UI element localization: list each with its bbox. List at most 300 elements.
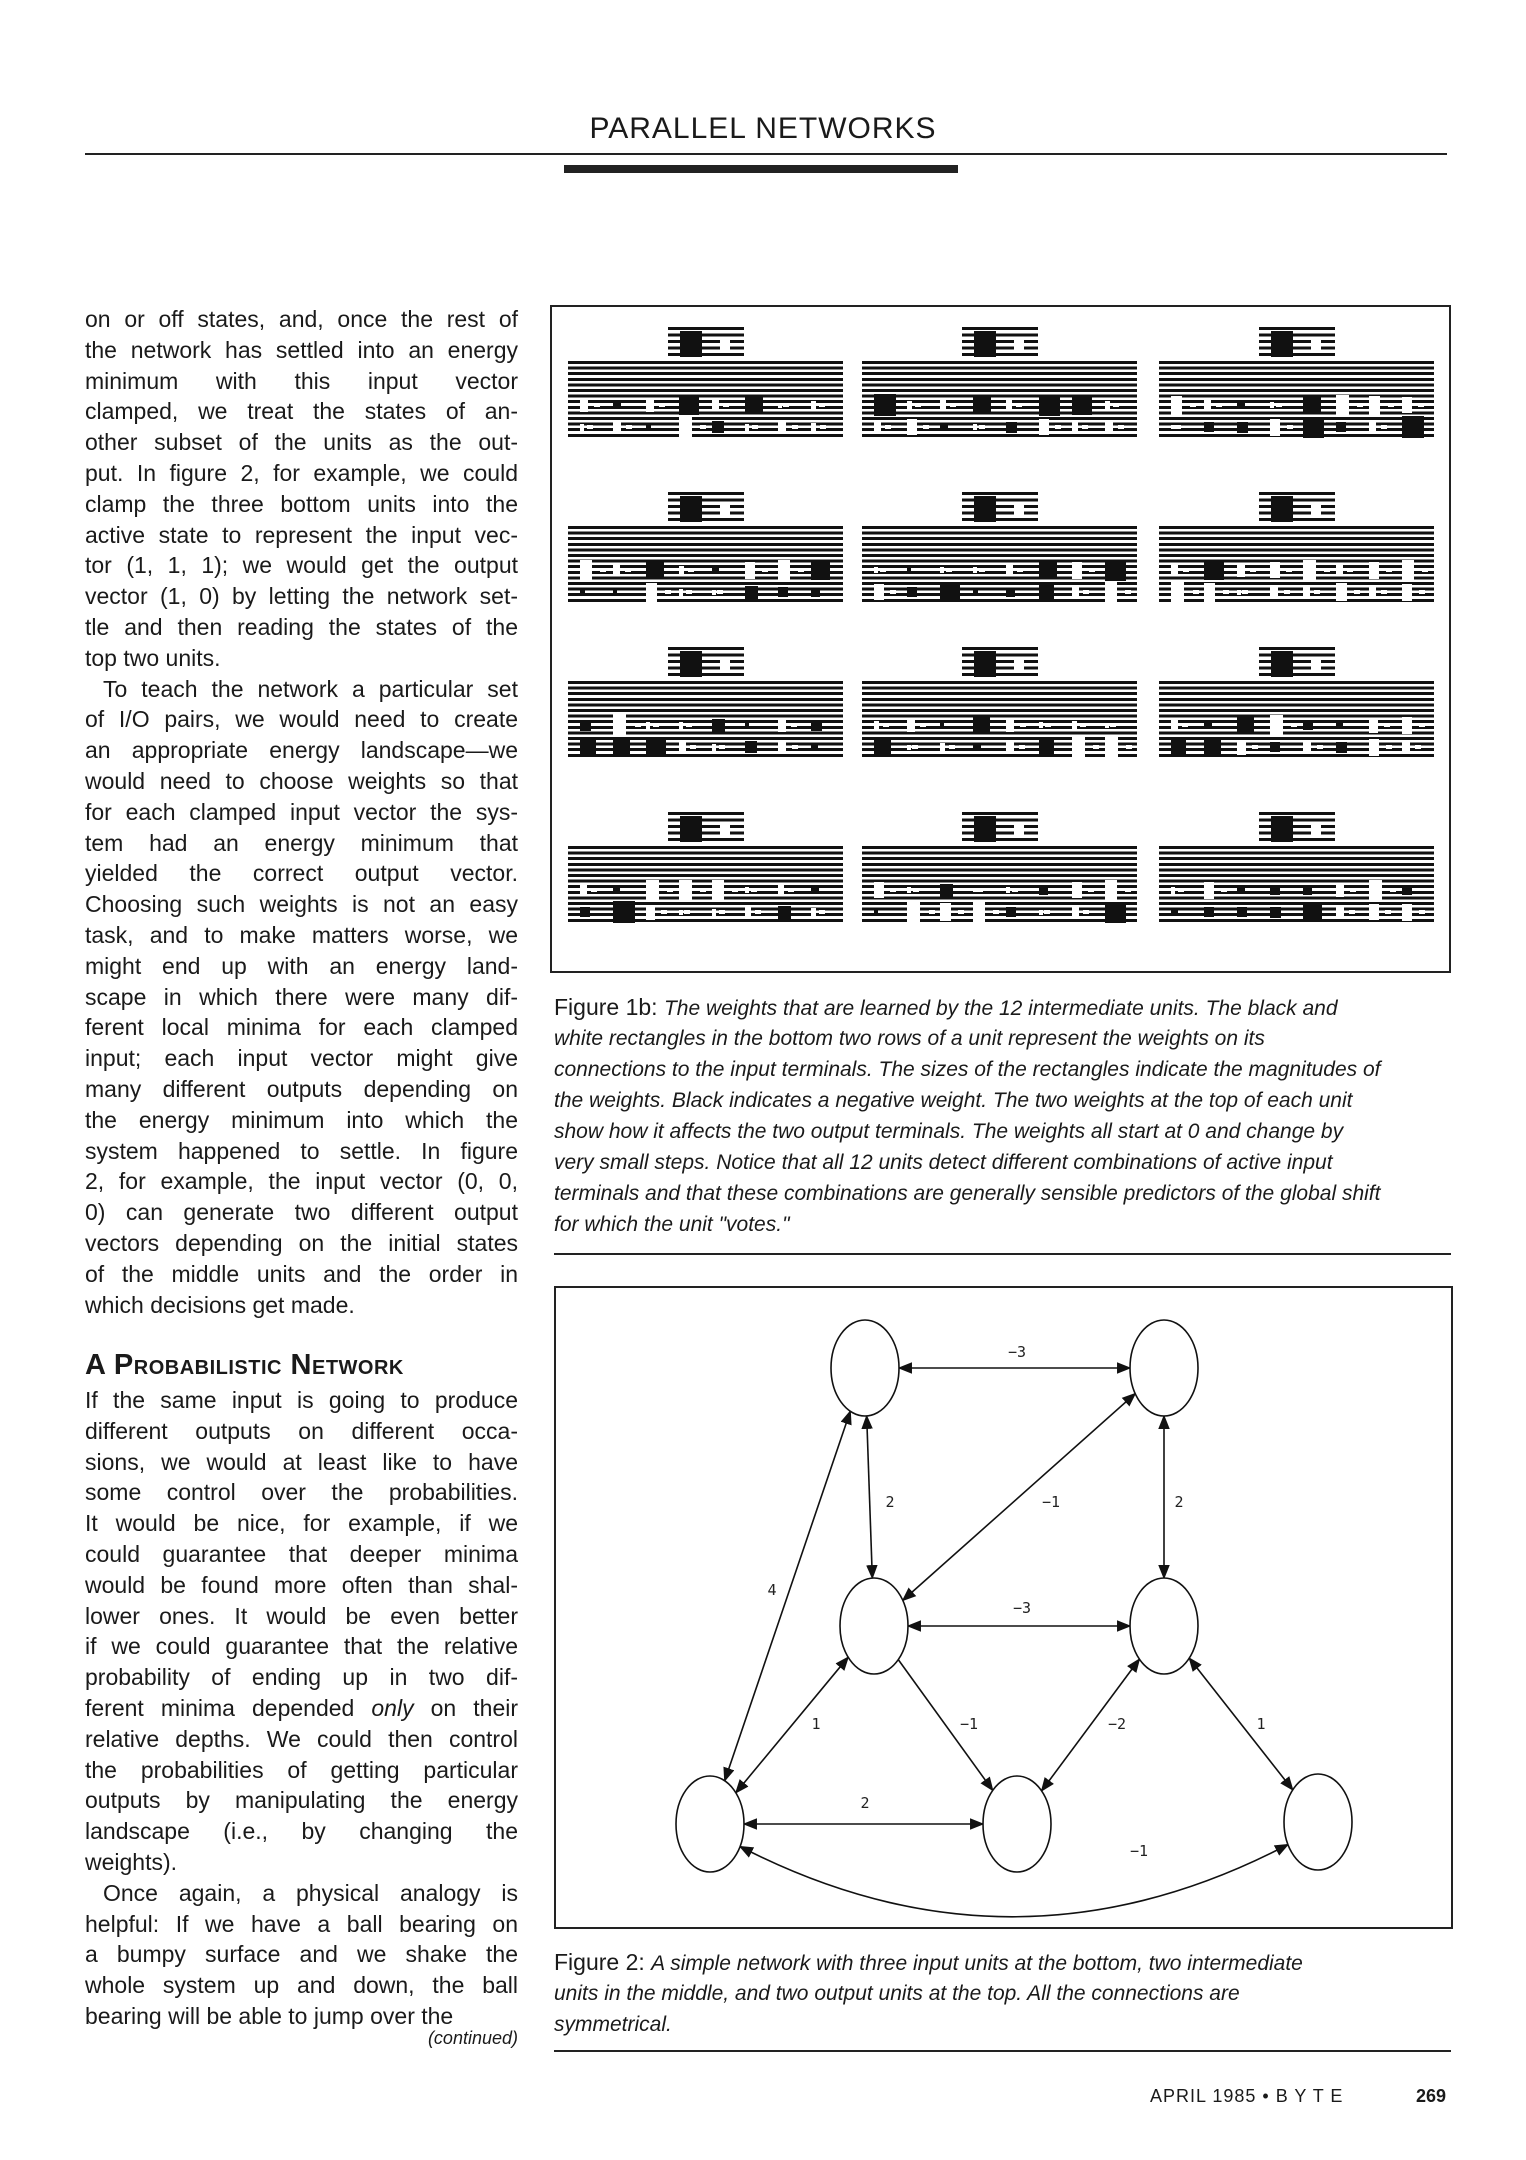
text-line: Once again, a physical analogy is xyxy=(103,1879,518,1906)
weight-gap xyxy=(977,888,983,892)
text-line: which decisions get made. xyxy=(85,1291,355,1318)
text-line: clamped, we treat the states of an- xyxy=(85,398,518,425)
text-line: on or off states, and, once the rest of xyxy=(85,306,518,332)
weight-rect xyxy=(940,582,960,602)
running-head: PARALLEL NETWORKS xyxy=(589,112,937,145)
weight-rect xyxy=(1271,331,1293,357)
weight-rect xyxy=(1303,396,1321,414)
weight-rect xyxy=(1039,395,1060,416)
weight-rect xyxy=(680,331,702,357)
weight-rect xyxy=(1271,816,1293,842)
weight-rect xyxy=(1237,401,1245,409)
weight-rect xyxy=(1072,721,1077,729)
caption-line xyxy=(554,992,1439,1023)
weight-gap xyxy=(751,888,757,892)
weight-gap xyxy=(1113,403,1119,407)
weight-rect xyxy=(613,401,621,409)
input-weights xyxy=(568,681,843,759)
weight-rect xyxy=(1014,822,1024,836)
weight-gap xyxy=(1381,425,1387,429)
weight-rect xyxy=(1237,740,1246,755)
caption-text: terminals and that these combinations are generally sensible predictors of the global shift xyxy=(554,1182,1381,1205)
weight-rect xyxy=(580,560,592,580)
weight-gap xyxy=(949,745,955,749)
weight-rect xyxy=(1369,904,1379,920)
weight-rect xyxy=(874,910,878,914)
weight-rect xyxy=(1014,502,1024,516)
weight-rect xyxy=(1014,657,1024,671)
weight-rect xyxy=(745,723,749,727)
weight-unit xyxy=(862,812,1137,926)
weight-rect xyxy=(679,395,699,415)
weight-gap xyxy=(913,888,919,892)
caption-line xyxy=(554,1085,1439,1116)
weight-rect xyxy=(1204,907,1214,917)
caption-text: show how it affects the two output terminals. The weights all start at 0 and change by xyxy=(554,1120,1344,1143)
text-line: could guarantee that deeper minima xyxy=(85,1540,518,1567)
weight-rect xyxy=(712,567,719,574)
weight-label: −3 xyxy=(1012,1599,1032,1617)
weight-gap xyxy=(684,910,690,914)
text-line: would need to choose weights so that xyxy=(85,767,518,794)
weight-rect xyxy=(1369,718,1378,733)
output-weights xyxy=(962,647,1038,677)
weight-rect xyxy=(613,739,630,756)
connection-output-left-hidden-left xyxy=(867,1416,873,1578)
weight-rect xyxy=(580,720,591,731)
output-weights xyxy=(962,327,1038,357)
weight-rect xyxy=(1006,907,1016,917)
weight-rect xyxy=(646,880,659,901)
weight-gap xyxy=(915,403,921,407)
text-line: of the middle units and the order in xyxy=(85,1260,518,1287)
weight-rect xyxy=(745,562,755,579)
weight-rect xyxy=(1105,582,1117,602)
weight-rect xyxy=(745,907,751,917)
weight-rect xyxy=(1402,584,1412,601)
text-line: yielded the correct output vector. xyxy=(85,860,518,887)
weight-gap xyxy=(885,425,891,429)
output-weights xyxy=(1259,327,1335,357)
weight-rect xyxy=(1105,880,1117,900)
weight-rect xyxy=(712,744,716,751)
weight-gap xyxy=(1193,590,1199,594)
input-weights xyxy=(862,681,1137,759)
weight-gap xyxy=(890,590,896,594)
weight-gap xyxy=(1419,590,1425,594)
weight-gap xyxy=(1016,403,1022,407)
weight-rect xyxy=(1303,740,1311,754)
weight-unit xyxy=(862,647,1137,761)
caption-text: A simple network with three input units at the bottom, two intermediate xyxy=(651,1952,1303,1975)
weight-gap xyxy=(686,590,692,594)
weight-rect xyxy=(1006,565,1013,576)
weight-rect xyxy=(1303,886,1312,895)
weight-label: −1 xyxy=(1129,1842,1149,1860)
weight-unit xyxy=(568,492,843,606)
weight-gap xyxy=(1089,568,1095,572)
weight-rect xyxy=(1006,887,1010,893)
text-line: minimum with this input vector xyxy=(85,367,518,394)
weight-gap xyxy=(1216,403,1222,407)
body-text-part2 xyxy=(85,1385,518,2032)
weight-gap xyxy=(587,425,593,429)
weight-gap xyxy=(1126,745,1132,749)
text-line: input; each input vector might give xyxy=(85,1045,518,1072)
weight-rect xyxy=(646,905,655,920)
weight-rect xyxy=(1039,910,1043,915)
weight-gap xyxy=(700,425,706,429)
weight-gap xyxy=(688,568,694,572)
weight-rect xyxy=(1402,717,1412,734)
weight-rect xyxy=(1072,562,1082,579)
weight-rect xyxy=(973,396,991,414)
weight-gap xyxy=(1080,723,1086,727)
weight-rect xyxy=(1270,402,1274,408)
weight-gap xyxy=(920,723,926,727)
weight-gap xyxy=(788,888,794,892)
text-line: bearing will be able to jump over the xyxy=(85,2002,454,2029)
weight-gap xyxy=(700,888,706,892)
weight-rect xyxy=(1270,907,1281,918)
weight-gap xyxy=(591,888,597,892)
text-line: 0) can generate two different output xyxy=(85,1199,518,1226)
weight-rect xyxy=(1171,564,1178,576)
weight-rect xyxy=(1039,722,1043,728)
weight-unit xyxy=(568,812,843,926)
weight-gap xyxy=(792,425,798,429)
weight-rect xyxy=(1237,717,1254,734)
weight-rect xyxy=(720,337,730,351)
weight-rect xyxy=(940,903,951,921)
text-line: probability of ending up in two dif- xyxy=(85,1664,518,1691)
weight-rect xyxy=(1270,562,1280,578)
weight-rect xyxy=(1171,909,1178,916)
weight-gap xyxy=(946,568,952,572)
weight-gap xyxy=(979,568,985,572)
weight-label: −1 xyxy=(1041,1493,1061,1511)
weight-rect xyxy=(1171,396,1182,415)
weight-rect xyxy=(907,568,911,572)
weight-gap xyxy=(1019,745,1025,749)
input-weights xyxy=(862,526,1137,604)
unit-node-input-right xyxy=(1284,1774,1352,1870)
output-weights xyxy=(668,647,744,677)
weight-rect xyxy=(1402,741,1410,754)
weight-rect xyxy=(1402,885,1412,895)
weight-rect xyxy=(646,583,657,602)
weight-rect xyxy=(1270,419,1280,436)
unit-node-input-middle xyxy=(983,1776,1051,1872)
weight-rect xyxy=(1336,422,1346,432)
input-weights xyxy=(1159,361,1434,439)
text-line: many different outputs depending on xyxy=(85,1075,518,1102)
caption-line xyxy=(554,1116,1439,1147)
weight-rect xyxy=(940,400,946,410)
weight-gap xyxy=(732,888,738,892)
text-line: tle and then reading the states of the xyxy=(85,613,518,640)
weight-gap xyxy=(1183,568,1189,572)
weight-rect xyxy=(907,901,920,923)
weight-gap xyxy=(1190,403,1196,407)
output-weights xyxy=(668,492,744,522)
weight-gap xyxy=(1083,590,1089,594)
figure-label: Figure 2: xyxy=(554,1949,652,1975)
input-weights xyxy=(862,361,1137,439)
weight-rect xyxy=(874,721,879,730)
caption-rule xyxy=(554,1253,1451,1255)
weight-rect xyxy=(874,739,891,756)
weight-gap xyxy=(819,910,825,914)
weight-rect xyxy=(1311,337,1321,351)
weight-label: 1 xyxy=(1256,1715,1266,1733)
caption-line xyxy=(554,1178,1439,1209)
weight-rect xyxy=(811,720,822,731)
output-weights xyxy=(1259,812,1335,842)
caption-line xyxy=(554,2009,1439,2040)
weight-gap xyxy=(1347,568,1353,572)
weight-rect xyxy=(679,589,683,596)
connection-output-right-hidden-left xyxy=(903,1394,1135,1601)
weight-rect xyxy=(1072,882,1082,898)
weight-gap xyxy=(1419,910,1425,914)
weight-unit xyxy=(862,492,1137,606)
weight-rect xyxy=(1303,417,1324,438)
weight-rect xyxy=(1336,883,1344,897)
weight-gap xyxy=(1384,723,1390,727)
weight-gap xyxy=(1386,568,1392,572)
weight-rect xyxy=(1204,422,1214,432)
weight-gap xyxy=(1422,568,1428,572)
weight-rect xyxy=(973,424,977,430)
text-line: task, and to make matters worse, we xyxy=(85,921,518,948)
weight-rect xyxy=(679,742,686,753)
text-line: the network has settled into an energy xyxy=(85,336,518,363)
weight-rect xyxy=(1039,561,1057,579)
figure-1b-weights xyxy=(550,305,1451,973)
figure-2-network xyxy=(554,1286,1453,1929)
weight-gap xyxy=(979,425,985,429)
weight-gap xyxy=(719,910,725,914)
connection-hidden-left-input-left xyxy=(736,1657,848,1793)
weight-gap xyxy=(635,723,641,727)
weight-unit xyxy=(568,647,843,761)
header-bar xyxy=(564,165,958,173)
caption-text: units in the middle, and two output units at the top. All the connections are xyxy=(554,1982,1240,2005)
weight-gap xyxy=(690,745,696,749)
weight-gap xyxy=(1020,723,1026,727)
weight-label: −3 xyxy=(1007,1343,1027,1361)
weight-rect xyxy=(973,567,977,573)
weight-rect xyxy=(811,744,818,751)
weight-rect xyxy=(1072,395,1092,415)
weight-rect xyxy=(1369,880,1382,901)
text-line: of I/O pairs, we would need to create xyxy=(85,706,518,733)
text-line: top two units. xyxy=(85,644,221,671)
weight-gap xyxy=(1118,425,1124,429)
weight-rect xyxy=(613,714,626,736)
weight-gap xyxy=(1093,745,1099,749)
figure-label: Figure 1b: xyxy=(554,994,664,1020)
weight-rect xyxy=(907,401,912,409)
weight-rect xyxy=(745,887,749,893)
weight-rect xyxy=(1270,742,1280,752)
text-line: lower ones. It would be even better xyxy=(85,1602,518,1629)
weight-rect xyxy=(679,722,683,729)
weight-rect xyxy=(1204,882,1214,899)
caption-rule xyxy=(554,2050,1451,2052)
weight-rect xyxy=(1237,422,1248,433)
weight-label: 1 xyxy=(811,1715,821,1733)
caption-text: The weights that are learned by the 12 intermediate units. The black and xyxy=(663,997,1338,1020)
weight-rect xyxy=(973,743,981,751)
weight-gap xyxy=(1221,888,1227,892)
caption-text: the weights. Black indicates a negative weight. The two weights at the top of each unit xyxy=(554,1089,1353,1112)
caption-text: white rectangles in the bottom two rows of a unit represent the weights on its xyxy=(554,1027,1265,1050)
weight-rect xyxy=(1072,587,1079,598)
weight-rect xyxy=(712,590,716,595)
caption-line xyxy=(554,1978,1439,2009)
weight-gap xyxy=(1354,590,1360,594)
text-line: vector (1, 0) by letting the network set- xyxy=(85,583,518,610)
weight-gap xyxy=(1286,568,1292,572)
text-line: It would be nice, for example, if we xyxy=(85,1510,518,1537)
weight-gap xyxy=(880,568,886,572)
text-line: tem had an energy minimum that xyxy=(85,829,518,856)
weight-rect xyxy=(1270,585,1278,599)
weight-rect xyxy=(679,566,684,575)
weight-gap xyxy=(1287,425,1293,429)
weight-gap xyxy=(665,590,671,594)
weight-gap xyxy=(1083,910,1089,914)
weight-gap xyxy=(752,425,758,429)
weight-rect xyxy=(811,886,819,894)
weight-rect xyxy=(1105,560,1126,581)
weight-rect xyxy=(940,567,944,573)
continued-note: (continued) xyxy=(427,2028,518,2048)
weight-rect xyxy=(679,417,692,438)
weight-rect xyxy=(940,884,953,897)
caption-text: very small steps. Notice that all 12 units detect different combinations of active input xyxy=(554,1151,1333,1174)
weight-gap xyxy=(1418,403,1424,407)
weight-gap xyxy=(762,568,768,572)
weight-rect xyxy=(1271,651,1293,677)
text-line: active state to represent the input vec- xyxy=(85,521,518,548)
weight-rect xyxy=(1072,907,1079,918)
weight-rect xyxy=(1006,422,1017,433)
weight-gap xyxy=(723,403,729,407)
weight-gap xyxy=(1419,723,1425,727)
weight-rect xyxy=(1369,739,1379,756)
weight-rect xyxy=(1336,583,1347,601)
input-weights xyxy=(1159,681,1434,759)
weight-rect xyxy=(1270,715,1283,736)
weight-gap xyxy=(1250,568,1256,572)
weight-rect xyxy=(580,739,596,755)
weight-rect xyxy=(874,394,896,416)
weight-rect xyxy=(874,882,884,898)
weight-gap xyxy=(792,745,798,749)
weight-gap xyxy=(1291,723,1297,727)
weight-gap xyxy=(923,425,929,429)
weight-rect xyxy=(1105,737,1118,758)
weight-unit xyxy=(568,327,843,441)
weight-rect xyxy=(613,421,621,434)
text-line: would be found more often than shal- xyxy=(85,1571,518,1598)
input-weights xyxy=(568,526,843,604)
text-line: other subset of the units as the out- xyxy=(85,429,518,456)
weight-rect xyxy=(1402,416,1424,438)
weight-gap xyxy=(950,403,956,407)
weight-rect xyxy=(1171,720,1178,731)
weight-rect xyxy=(1006,588,1015,597)
weight-gap xyxy=(883,723,889,727)
weight-gap xyxy=(1314,590,1320,594)
weight-rect xyxy=(1303,560,1316,581)
weight-rect xyxy=(720,657,730,671)
text-line: If the same input is going to produce xyxy=(85,1387,518,1413)
weight-rect xyxy=(613,887,620,894)
text-line: ferent local minima for each clamped xyxy=(85,1014,518,1041)
weight-rect xyxy=(1039,740,1054,755)
weight-gap xyxy=(661,910,667,914)
unit-node-hidden-right xyxy=(1130,1578,1198,1674)
weight-rect xyxy=(778,719,786,732)
text-line: helpful: If we have a ball bearing on xyxy=(85,1910,518,1937)
weight-label: −2 xyxy=(1107,1715,1127,1733)
weight-rect xyxy=(1237,886,1245,894)
weight-rect xyxy=(1336,742,1347,753)
weight-gap xyxy=(1045,723,1051,727)
weight-rect xyxy=(1171,740,1186,755)
figure-2-caption xyxy=(554,1947,1439,2040)
header-rule xyxy=(85,153,1447,155)
weight-rect xyxy=(1006,400,1012,410)
weight-rect xyxy=(1402,397,1412,413)
weight-gap xyxy=(1388,403,1394,407)
weight-gap xyxy=(1324,568,1330,572)
text-line: weights). xyxy=(85,1848,178,1875)
weight-rect xyxy=(1006,741,1014,754)
text-line: an appropriate energy landscape—we xyxy=(85,737,518,764)
weight-rect xyxy=(1311,822,1321,836)
weight-rect xyxy=(580,424,584,431)
unit-node-input-left xyxy=(676,1776,744,1872)
weight-rect xyxy=(1369,396,1380,415)
text-line: scape in which there were many dif- xyxy=(85,983,518,1010)
weight-rect xyxy=(745,741,757,753)
weight-gap xyxy=(1242,590,1248,594)
caption-line xyxy=(554,1147,1439,1178)
weight-rect xyxy=(679,880,692,901)
weight-gap xyxy=(1317,745,1323,749)
weight-rect xyxy=(811,561,830,580)
weight-rect xyxy=(1237,590,1241,595)
weight-rect xyxy=(811,423,816,432)
weight-rect xyxy=(778,740,786,754)
weight-rect xyxy=(646,737,666,757)
weight-gap xyxy=(600,568,606,572)
text-line: tor (1, 1, 1); we would get the output xyxy=(85,552,518,579)
weight-gap xyxy=(1055,425,1061,429)
weight-rect xyxy=(1336,906,1344,919)
text-line: might end up with an energy land- xyxy=(85,952,518,979)
weight-unit xyxy=(1159,812,1434,926)
weight-gap xyxy=(1182,723,1188,727)
weight-rect xyxy=(1204,560,1224,580)
connection-output-left-input-left xyxy=(725,1411,851,1780)
weight-rect xyxy=(1105,902,1126,923)
